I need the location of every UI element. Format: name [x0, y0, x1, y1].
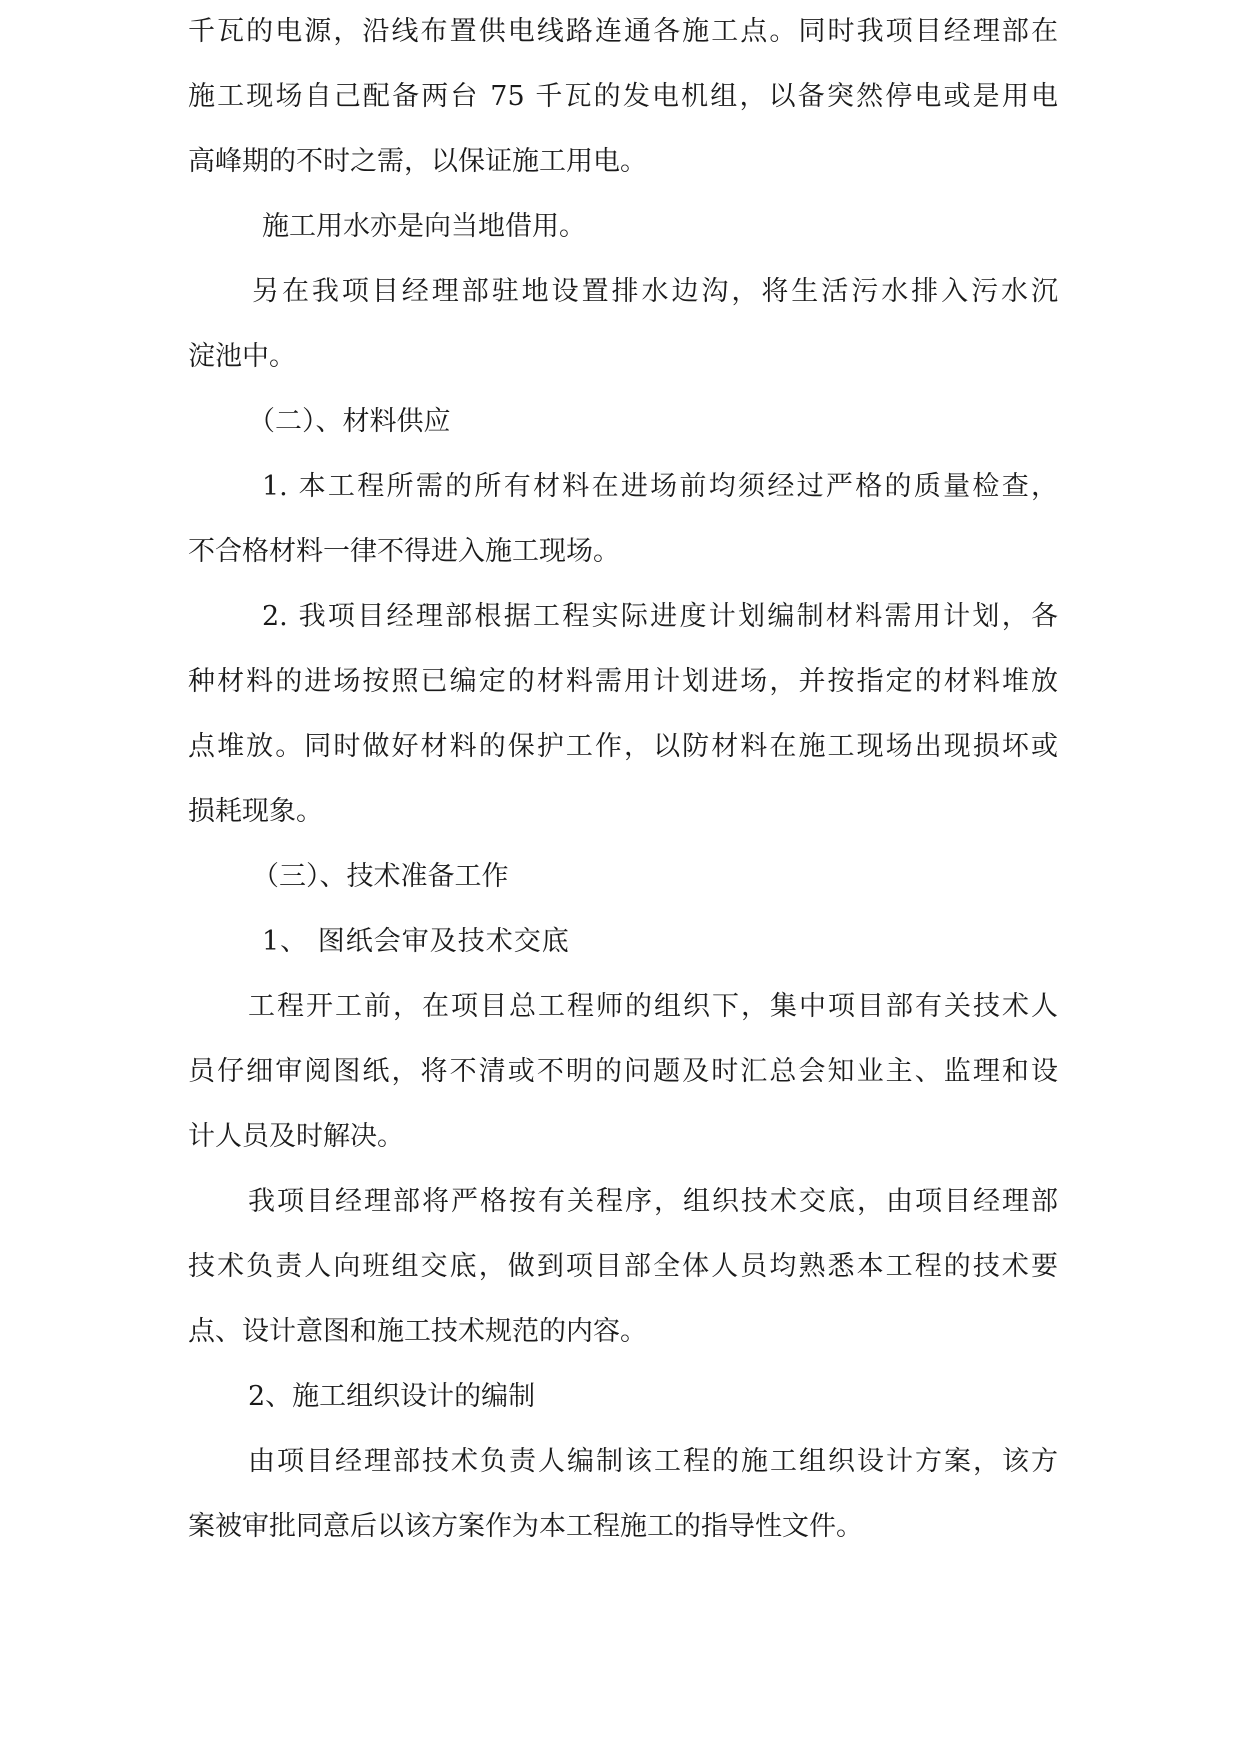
paragraph-line: 由项目经理部技术负责人编制该工程的施工组织设计方案，该方 [248, 1446, 1058, 1477]
paragraph-line: 施工用水亦是向当地借用。 [262, 211, 586, 242]
subsection-heading: 2、施工组织设计的编制 [248, 1381, 536, 1412]
paragraph-line: 千瓦的电源，沿线布置供电线路连通各施工点。同时我项目经理部在 [188, 16, 1058, 47]
paragraph-line: 另在我项目经理部驻地设置排水边沟，将生活污水排入污水沉 [252, 276, 1058, 307]
paragraph-line: 案被审批同意后以该方案作为本工程施工的指导性文件。 [188, 1511, 863, 1542]
paragraph-line: 淀池中。 [188, 341, 296, 372]
paragraph-line: 高峰期的不时之需，以保证施工用电。 [188, 146, 647, 177]
paragraph-line: 员仔细审阅图纸，将不清或不明的问题及时汇总会知业主、监理和设 [188, 1056, 1058, 1087]
paragraph-line: 1. 本工程所需的所有材料在进场前均须经过严格的质量检查， [262, 471, 1058, 502]
subsection-heading: 1、 图纸会审及技术交底 [262, 926, 570, 957]
paragraph-line: 工程开工前，在项目总工程师的组织下，集中项目部有关技术人 [248, 991, 1058, 1022]
paragraph-line: 点、设计意图和施工技术规范的内容。 [188, 1316, 647, 1347]
paragraph-line: 我项目经理部将严格按有关程序，组织技术交底，由项目经理部 [248, 1186, 1058, 1217]
paragraph-line: 不合格材料一律不得进入施工现场。 [188, 536, 620, 567]
paragraph-line: 损耗现象。 [188, 796, 323, 827]
paragraph-line: 种材料的进场按照已编定的材料需用计划进场，并按指定的材料堆放 [188, 666, 1058, 697]
paragraph-line: 2. 我项目经理部根据工程实际进度计划编制材料需用计划，各 [262, 601, 1058, 632]
paragraph-line: 点堆放。同时做好材料的保护工作，以防材料在施工现场出现损坏或 [188, 731, 1058, 762]
paragraph-line: 技术负责人向班组交底，做到项目部全体人员均熟悉本工程的技术要 [188, 1251, 1058, 1282]
paragraph-line: 施工现场自己配备两台 75 千瓦的发电机组，以备突然停电或是用电 [188, 81, 1058, 112]
section-heading: （二）、材料供应 [248, 406, 451, 437]
paragraph-line: 计人员及时解决。 [188, 1121, 404, 1152]
section-heading: （三）、技术准备工作 [252, 861, 509, 892]
